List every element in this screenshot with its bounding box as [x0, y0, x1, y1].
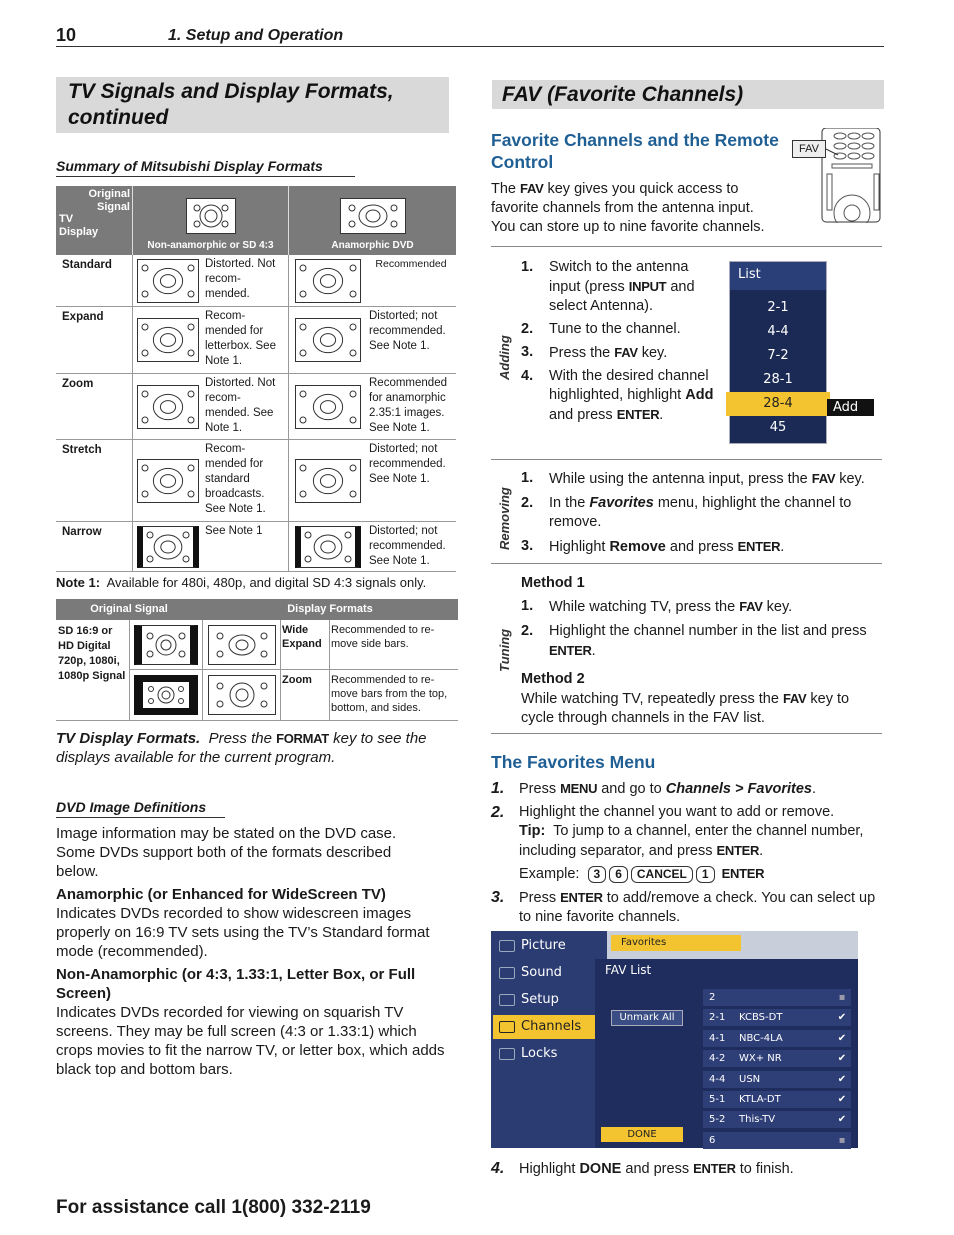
favorites-tab[interactable]: Favorites	[611, 935, 741, 951]
menu-icon	[499, 967, 515, 979]
col-header-sd: Non-anamorphic or SD 4:3	[147, 240, 274, 251]
unmark-all-button[interactable]: Unmark All	[611, 1010, 683, 1026]
sd-note: Distorted. Not recom-mended.	[205, 258, 276, 300]
rule-4	[491, 733, 882, 734]
check-mark: ✔	[837, 1093, 847, 1105]
anamorphic-note: Recommended for anamorphic 2.35:1 images. See Note 1.	[369, 377, 447, 434]
tv-4x3-icon	[186, 198, 236, 234]
menu-steps: 1. Press MENU and go to Channels > Favorites. 2. Highlight the channel you want to add or remove. Tip: To jump to a channel, enter the channel number, including separator, and press ENTER. Example: 3 6 CANCEL 1 ENTER 3. Press ENTER to add/remove a check. You can select up to nine favorite channels.	[491, 780, 876, 925]
menu-icon	[499, 1021, 515, 1033]
fav-row[interactable]: 2-1 KCBS-DT ✔	[703, 1009, 851, 1026]
check-mark: ▪	[838, 992, 846, 1003]
note-1: Note 1: Available for 480i, 480p, and digital SD 4:3 signals only.	[56, 575, 427, 590]
header-original-signal: Original Signal	[90, 603, 168, 615]
sd-note: See Note 1	[205, 525, 263, 537]
rule-3	[491, 563, 882, 564]
left-title: TV Signals and Display Formats, continued	[56, 77, 449, 133]
anamorphic-note: Recommended	[375, 258, 447, 270]
rule-2	[491, 459, 882, 460]
format-row	[56, 255, 456, 307]
tv-format-icon	[295, 459, 361, 503]
anamorphic-note: Distorted; not recommended. See Note 1.	[369, 310, 446, 352]
anamorphic-note: Distorted; not recommended. See Note 1.	[369, 443, 446, 485]
tuning-label: Tuning	[497, 628, 512, 672]
format-table	[56, 186, 456, 572]
list-item[interactable]: 4-4	[767, 324, 789, 339]
tv-display-formats-note: TV Display Formats. Press the FORMAT key to see the displays available for the current program.	[56, 730, 427, 766]
fav-row[interactable]: 2 ▪	[703, 989, 851, 1006]
tv-format-icon	[295, 259, 361, 303]
windowbox-icon	[134, 675, 198, 715]
fav-row[interactable]: 4-2 WX+ NR ✔	[703, 1050, 851, 1067]
anamorphic-note: Distorted; not recommended. See Note 1.	[369, 525, 446, 567]
favorites-menu-heading: The Favorites Menu	[491, 752, 656, 772]
side-menu-item[interactable]: Setup	[493, 988, 605, 1012]
signal-label: SD 16:9 or HD Digital 720p, 1080i, 1080p Signal	[58, 625, 126, 682]
tv-format-icon	[295, 318, 361, 362]
removing-label: Removing	[497, 487, 512, 550]
tv-format-icon	[137, 526, 199, 568]
sd-note: Distorted. Not recom-mended. See Note 1.	[205, 377, 276, 434]
list-screen-items	[730, 290, 826, 440]
format-row	[56, 374, 456, 440]
zoom-icon	[208, 675, 276, 715]
fav-row[interactable]: 5-2 This-TV ✔	[703, 1111, 851, 1128]
mode-wide-expand: Wide Expand	[282, 624, 322, 650]
non-anamorphic-heading: Non-Anamorphic (or 4:3, 1.33:1, Letter Box, or Full Screen)	[56, 966, 416, 1002]
menu-icon	[499, 1048, 515, 1060]
check-mark: ▪	[838, 1134, 846, 1146]
header-display-formats: Display Formats	[287, 603, 373, 615]
right-title: FAV (Favorite Channels)	[492, 80, 884, 109]
menu-step-4: 4. Highlight DONE and press ENTER to finish.	[491, 1160, 794, 1177]
format-row	[56, 440, 456, 522]
page-number: 10	[56, 25, 77, 45]
fav-list-panel	[595, 959, 858, 1148]
format-rows	[56, 255, 456, 572]
mode-zoom-desc: Recommended to re-move bars from the top, bottom, and sides.	[329, 670, 458, 720]
list-item[interactable]: 28-4	[726, 392, 830, 416]
col-header-anamorphic: Anamorphic DVD	[331, 240, 414, 251]
format-name: Stretch	[62, 444, 102, 456]
non-anamorphic-text: Indicates DVDs recorded for viewing on squarish TV screens. They may be full screen (4:3 or 1.33:1) which crops movies to fit the narrow TV, or letter box, which adds black top and bottom bars.	[56, 1004, 445, 1078]
fav-list-title: FAV List	[605, 963, 652, 977]
check-mark: ✔	[837, 1053, 847, 1065]
list-item[interactable]: 45	[769, 420, 787, 435]
header-rule	[56, 46, 884, 47]
done-button[interactable]: DONE	[601, 1127, 683, 1142]
key-3: 3	[588, 866, 607, 883]
fav-intro: The FAV key gives you quick access to favorite channels from the antenna input. You can store up to nine favorite channels.	[491, 181, 765, 235]
tv-anamorphic-icon	[340, 198, 406, 234]
menu-icon	[499, 940, 515, 952]
side-menu-item[interactable]: Picture	[493, 934, 605, 958]
format-name: Expand	[62, 311, 104, 323]
rule-1	[491, 246, 882, 247]
assistance-phone: For assistance call 1(800) 332-2119	[56, 1197, 371, 1218]
side-menu-item[interactable]: Sound	[493, 961, 605, 985]
removing-steps: 1. While using the antenna input, press the FAV key. 2. In the Favorites menu, highlight the channel to remove. 3. Highlight Remove and press ENTER.	[521, 470, 865, 555]
tuning-steps: Method 1 1. While watching TV, press the FAV key. 2. Highlight the channel number in the list and press ENTER. Method 2 While watching TV, repeatedly press the FAV key to cycle through channels in the FAV list.	[521, 575, 867, 726]
remote-illustration	[792, 128, 884, 223]
key-cancel: CANCEL	[631, 866, 693, 883]
tv-format-icon	[137, 459, 199, 503]
wide-expand-icon	[208, 625, 276, 665]
mode-wide-expand-desc: Recommended to re-move side bars.	[329, 620, 458, 669]
list-item[interactable]: 7-2	[767, 348, 789, 363]
tv-format-icon	[137, 259, 199, 303]
mode-zoom: Zoom	[282, 674, 312, 686]
anamorphic-heading: Anamorphic (or Enhanced for WideScreen TV)	[56, 886, 386, 903]
side-menu	[491, 931, 607, 1148]
adding-label: Adding	[497, 335, 512, 380]
tv-format-icon	[295, 385, 361, 429]
check-mark: ✔	[837, 1012, 847, 1024]
tv-format-icon	[137, 385, 199, 429]
tv-format-icon	[295, 526, 361, 568]
side-menu-item[interactable]: Locks	[493, 1042, 605, 1066]
format-row	[56, 307, 456, 374]
favorites-menu-screen	[491, 931, 858, 1148]
format-name: Narrow	[62, 526, 102, 538]
format-row	[56, 522, 456, 572]
list-item[interactable]: 28-1	[763, 372, 793, 387]
dvd-heading: DVD Image Definitions	[56, 799, 225, 818]
menu-icon	[499, 994, 515, 1006]
list-screen	[729, 261, 827, 444]
adding-steps: 1. Switch to the antenna input (press INPUT and select Antenna). 2. Tune to the channel. 3. Press the FAV key. 4. With the desired channel highlighted, highlight Add and press ENTER.	[521, 259, 714, 423]
side-menu-item[interactable]: Channels	[493, 1015, 605, 1039]
format-name: Standard	[62, 259, 112, 271]
key-1: 1	[696, 866, 715, 883]
summary-heading: Summary of Mitsubishi Display Formats	[56, 158, 355, 177]
dvd-intro: Image information may be stated on the DVD case. Some DVDs support both of the formats described below.	[56, 825, 397, 880]
sd-note: Recom-mended for standard broadcasts. See Note 1.	[205, 443, 266, 515]
list-item[interactable]: 2-1	[767, 300, 789, 315]
list-screen-title: List	[730, 262, 826, 290]
format-name: Zoom	[62, 378, 94, 390]
check-mark: ✔	[837, 1114, 847, 1126]
sd-note: Recom-mended for letterbox. See Note 1.	[205, 310, 276, 367]
fav-key-callout: FAV	[792, 140, 826, 158]
key-6: 6	[609, 866, 628, 883]
fav-row[interactable]: 4-1 NBC-4LA ✔	[703, 1030, 851, 1047]
fav-row[interactable]: 4-4 USN ✔	[703, 1071, 851, 1088]
check-mark: ✔	[837, 1073, 847, 1085]
tv-format-icon	[137, 318, 199, 362]
signal-table	[56, 599, 458, 721]
fav-row[interactable]: 6 ▪	[703, 1132, 851, 1149]
add-button[interactable]: Add	[827, 399, 874, 416]
pillarbox-icon	[134, 625, 198, 665]
anamorphic-text: Indicates DVDs recorded to show widescreen images properly on 16:9 TV sets using the TV’s Standard format mode (recommended).	[56, 905, 430, 960]
fav-heading: Favorite Channels and the Remote Control	[491, 130, 779, 172]
fav-rows	[703, 989, 851, 1152]
check-mark: ✔	[837, 1032, 847, 1044]
section-title: 1. Setup and Operation	[168, 27, 344, 44]
table-corner: Original Signal TV Display	[59, 188, 130, 238]
fav-row[interactable]: 5-1 KTLA-DT ✔	[703, 1091, 851, 1108]
